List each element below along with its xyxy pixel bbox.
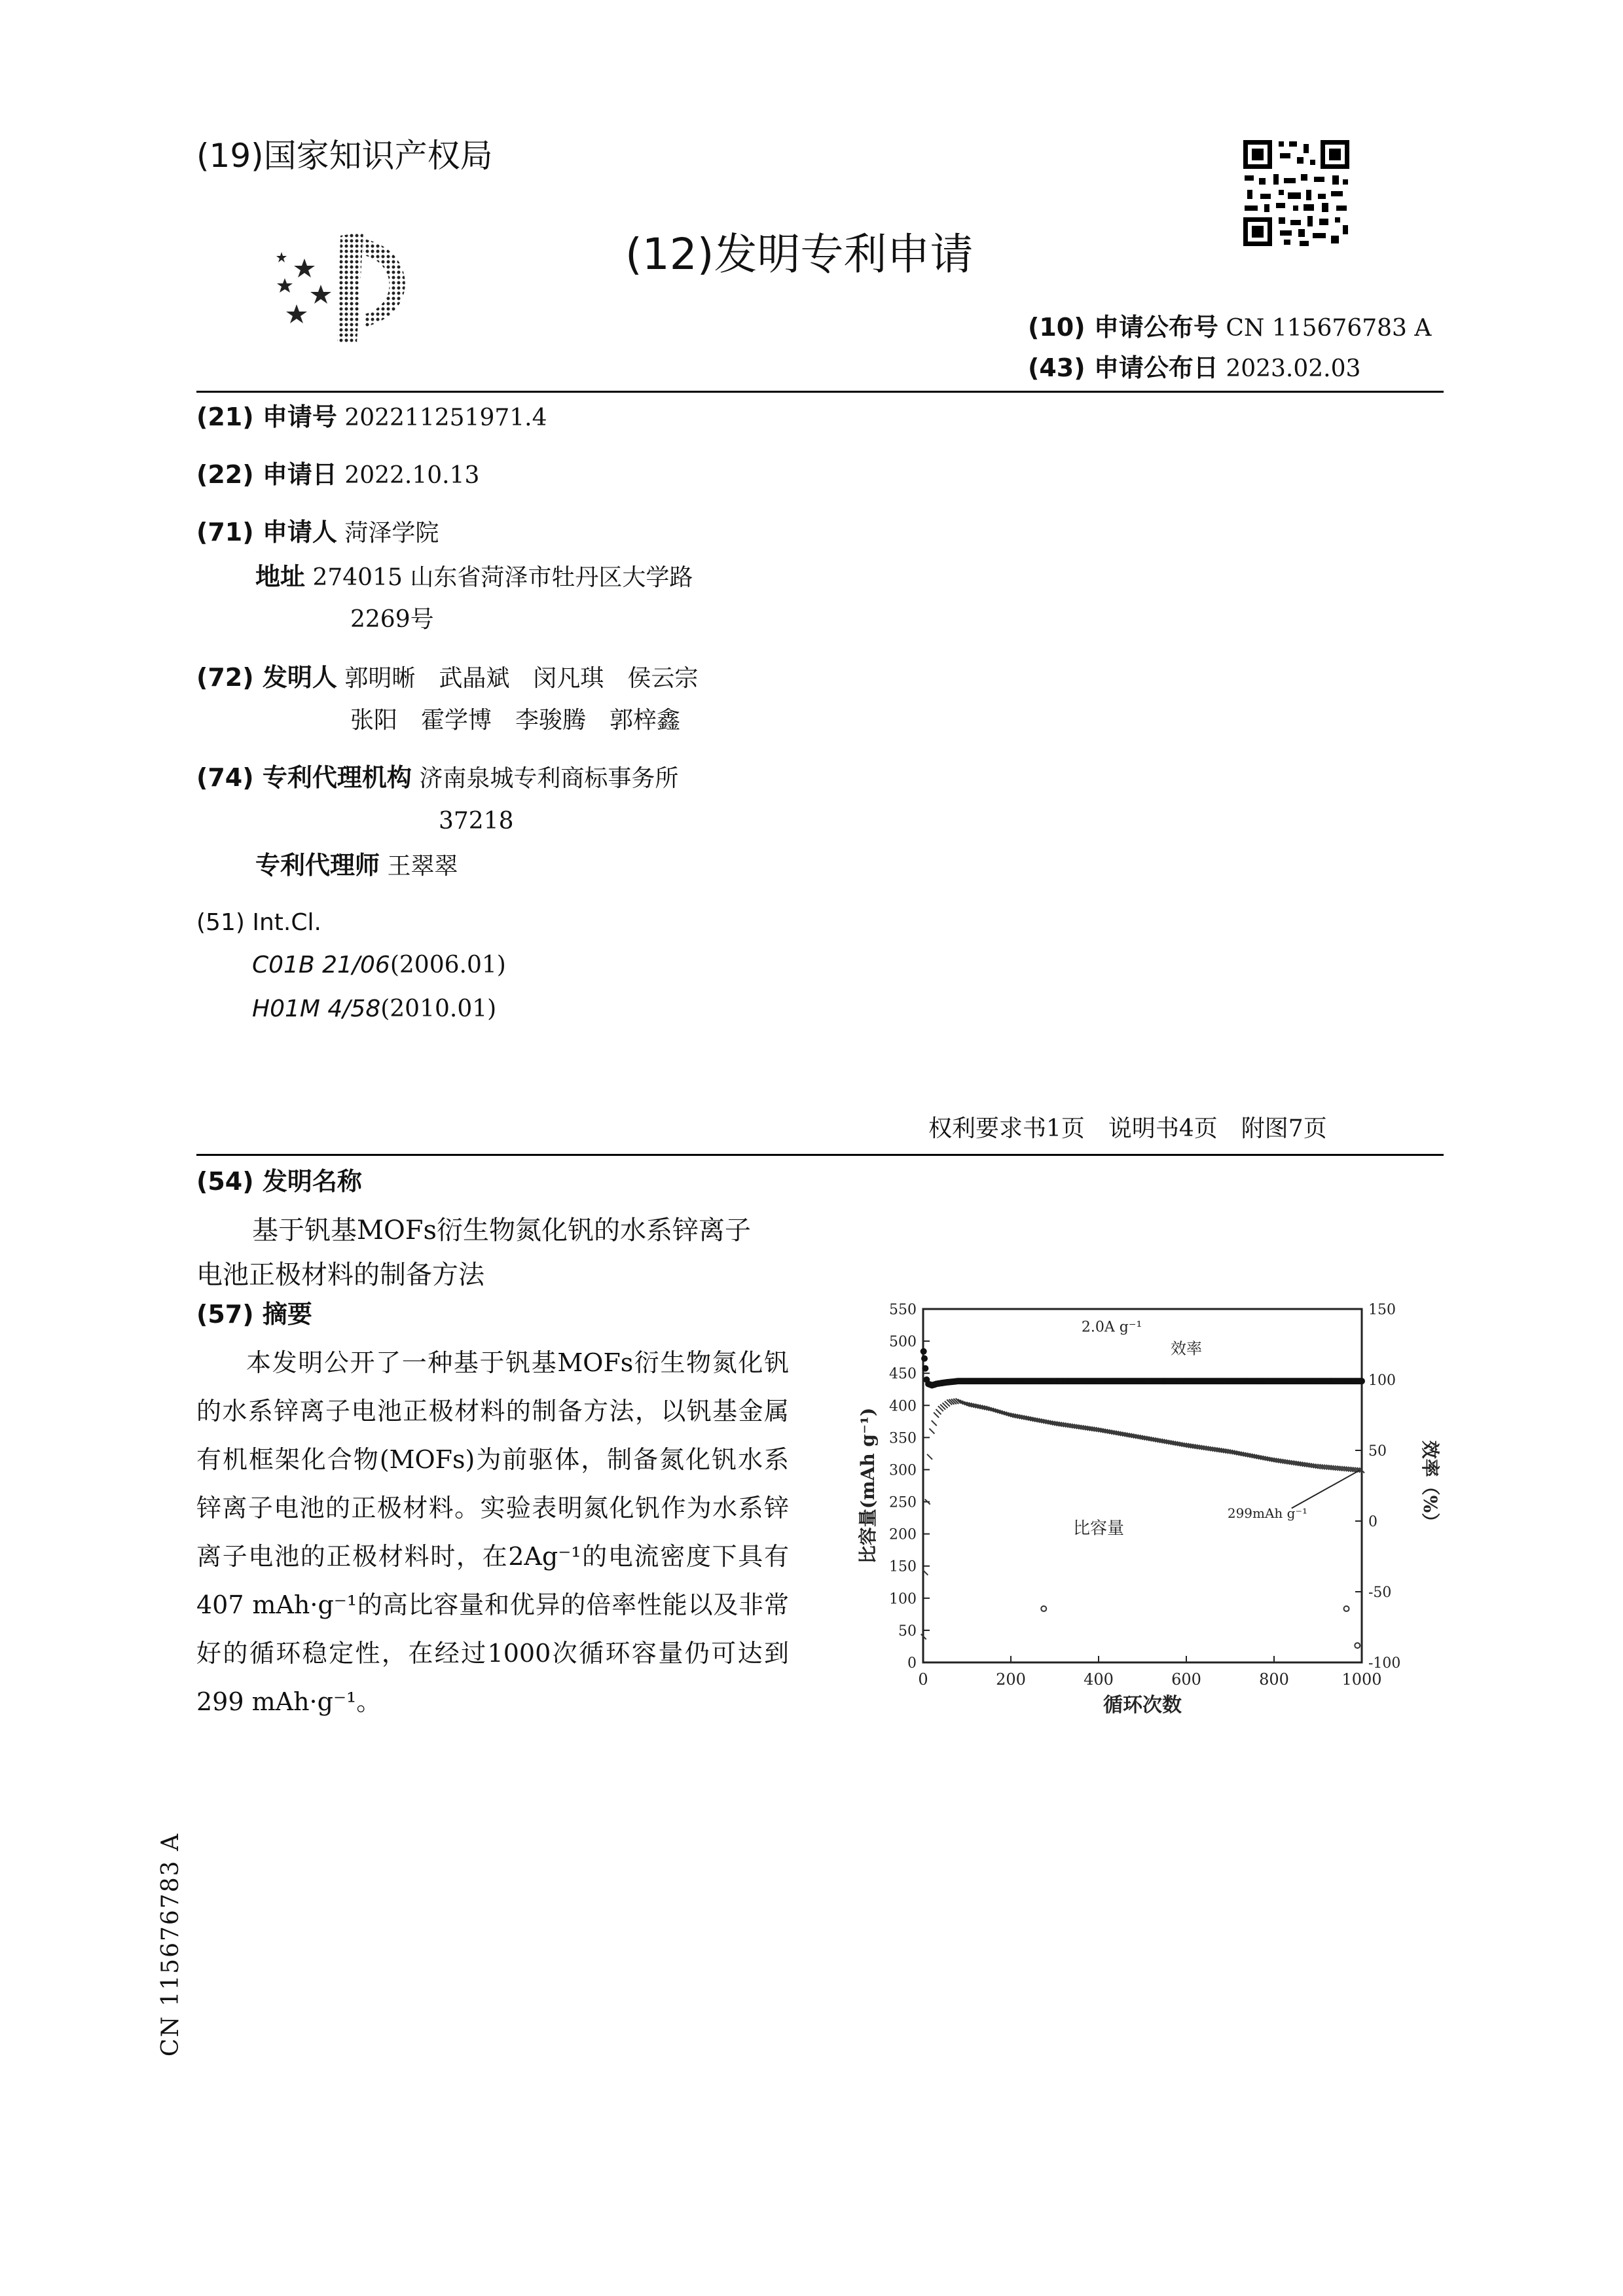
y2-tick-label: -50	[1368, 1585, 1392, 1601]
cnipa-logo-icon	[265, 223, 429, 347]
y-tick-label: 50	[898, 1623, 917, 1640]
ipc-class-2: H01M 4/58(2010.01)	[252, 996, 497, 1022]
annotation-final-capacity: 299mAh g⁻¹	[1227, 1505, 1308, 1522]
office-name: (19)国家知识产权局	[196, 137, 493, 175]
header-divider	[196, 391, 1444, 393]
inventors: (72) 发明人 郭明晰 武晶斌 闵凡琪 侯云宗	[196, 663, 699, 692]
publication-number: (10) 申请公布号 CN 115676783 A	[1028, 313, 1432, 342]
annotation-current-density: 2.0A g⁻¹	[1081, 1319, 1142, 1336]
efficiency-point	[1359, 1378, 1365, 1384]
annotation-pointer	[1292, 1470, 1360, 1508]
applicant: (71) 申请人 菏泽学院	[196, 518, 439, 547]
x-tick-label: 600	[1171, 1670, 1201, 1689]
patent-agent: 专利代理师 王翠翠	[255, 851, 458, 880]
abstract-label: (57) 摘要	[196, 1300, 312, 1329]
application-date: (22) 申请日 2022.10.13	[196, 460, 480, 489]
capacity-point	[934, 1412, 939, 1418]
y-tick-label: 0	[907, 1655, 917, 1672]
outlier-point	[1041, 1606, 1046, 1611]
capacity-point	[929, 1429, 934, 1434]
y-tick-label: 550	[889, 1302, 917, 1318]
y2-tick-label: 100	[1368, 1372, 1396, 1389]
x-tick-label: 1000	[1341, 1670, 1382, 1689]
side-publication-number: CN 115676783 A	[157, 1833, 184, 2057]
patent-agency: (74) 专利代理机构 济南泉城专利商标事务所	[196, 763, 679, 792]
y2-axis-label: 效率（%）	[1419, 1440, 1441, 1532]
plot-frame	[923, 1309, 1362, 1662]
address-line2: 2269号	[350, 606, 434, 633]
x-tick-label: 0	[918, 1670, 928, 1689]
document-type-title: (12)发明专利申请	[625, 229, 974, 279]
y-tick-label: 250	[889, 1494, 917, 1511]
inventors-line2: 张阳 霍学博 李骏腾 郭梓鑫	[350, 707, 681, 734]
y2-tick-label: 50	[1368, 1443, 1387, 1460]
capacity-point	[927, 1454, 932, 1460]
y-tick-label: 400	[889, 1398, 917, 1415]
page-counts: 权利要求书1页 说明书4页 附图7页	[928, 1115, 1327, 1142]
x-axis-label: 循环次数	[1103, 1694, 1182, 1717]
y-tick-label: 100	[889, 1590, 917, 1607]
x-tick-label: 800	[1259, 1670, 1289, 1689]
outlier-point	[1344, 1606, 1349, 1611]
ipc-class-1: C01B 21/06(2006.01)	[252, 952, 506, 978]
y2-tick-label: -100	[1368, 1655, 1401, 1672]
y-tick-label: 300	[889, 1462, 917, 1479]
y-tick-label: 500	[889, 1334, 917, 1351]
capacity-point	[936, 1409, 941, 1414]
annotation-capacity: 比容量	[1072, 1518, 1125, 1539]
y-axis-label: 比容量(mAh g⁻¹)	[857, 1407, 879, 1564]
publication-date: (43) 申请公布日 2023.02.03	[1028, 353, 1361, 382]
invention-title-label: (54) 发明名称	[196, 1167, 362, 1196]
agency-code: 37218	[439, 808, 514, 834]
address: 地址 274015 山东省菏泽市牡丹区大学路	[255, 562, 693, 591]
section-divider	[196, 1154, 1444, 1156]
cycling-chart	[845, 1283, 1457, 1734]
x-tick-label: 400	[1084, 1670, 1114, 1689]
y-tick-label: 150	[889, 1558, 917, 1575]
int-cl-label: (51) Int.Cl.	[196, 909, 321, 936]
y-tick-label: 450	[889, 1366, 917, 1383]
invention-title-line2: 电池正极材料的制备方法	[196, 1260, 484, 1290]
outlier-point	[1355, 1643, 1360, 1648]
qr-code-icon	[1241, 137, 1352, 249]
invention-title-line1: 基于钒基MOFs衍生物氮化钒的水系锌离子	[252, 1215, 752, 1246]
efficiency-point	[921, 1348, 927, 1355]
x-tick-label: 200	[996, 1670, 1026, 1689]
abstract-text: 本发明公开了一种基于钒基MOFs衍生物氮化钒的水系锌离子电池正极材料的制备方法，以钒基金属有机框架化合物(MOFs)为前驱体，制备氮化钒水系锌离子电池的正极材料。实验表明氮化钒作为水系锌离子电池的正极材料时，在2Ag⁻¹的电流密度下具有407 mAh·g⁻¹的高比容量和优异的倍率性能以及非常好的循环稳定性，在经过1000次循环容量仍可达到299 mAh·g⁻¹。	[196, 1348, 789, 1716]
y-tick-label: 200	[889, 1526, 917, 1543]
y2-tick-label: 0	[1368, 1514, 1377, 1530]
y2-tick-label: 150	[1368, 1302, 1396, 1318]
efficiency-point	[922, 1365, 928, 1372]
y-tick-label: 350	[889, 1430, 917, 1447]
annotation-efficiency: 效率	[1171, 1339, 1202, 1358]
capacity-point	[932, 1420, 937, 1426]
application-number: (21) 申请号 202211251971.4	[196, 403, 547, 431]
efficiency-point	[921, 1355, 928, 1362]
